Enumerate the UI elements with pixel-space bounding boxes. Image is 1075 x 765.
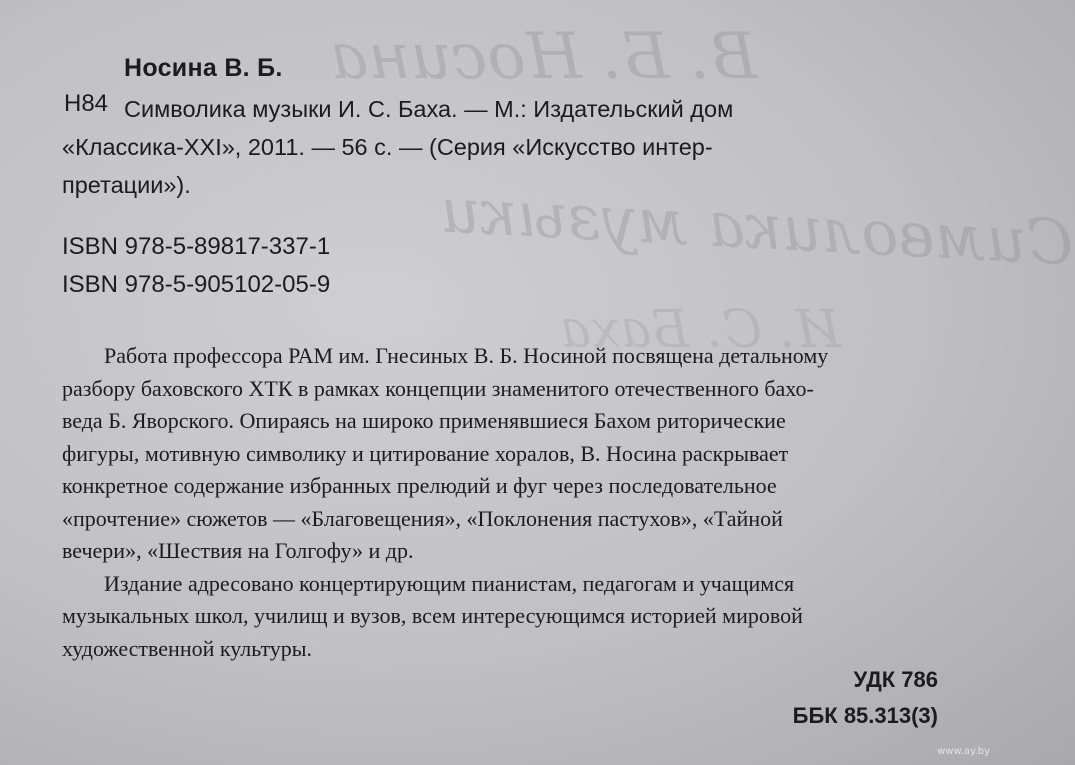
library-code: Н84: [64, 90, 109, 117]
abstract-line: Издание адресовано концертирующим пианистам, педагогам и учащимся: [104, 570, 795, 596]
bleed-through-handwriting: И. С. Баха: [560, 300, 841, 360]
isbn-line: ISBN 978-5-89817-337-1: [62, 233, 331, 260]
abstract-line: фигуры, мотивную символику и цитирование хоралов, В. Носина раскрывает: [62, 440, 789, 466]
classification-codes: [793, 662, 938, 734]
abstract-line: вечери», «Шествия на Голгофу» и др.: [62, 538, 414, 563]
abstract-line: «прочтение» сюжетов — «Благовещения», «Поклонения пастухов», «Тайной: [62, 505, 783, 531]
annotation-text: [62, 340, 962, 665]
bbk-code: ББК 85.313(3): [792, 703, 938, 728]
abstract-line: разбору баховского ХТК в рамках концепции знаменитого отечественного бахо-: [62, 375, 814, 401]
site-watermark: www.ay.by: [937, 746, 990, 757]
biblio-line: Символика музыки И. С. Баха. — М.: Издательский дом: [124, 96, 734, 122]
abstract-line: музыкальных школ, училищ и вузов, всем интересующимся историей мировой: [62, 603, 803, 628]
udk-code: УДК 786: [853, 667, 938, 692]
abstract-line: Работа профессора РАМ им. Гнесиных В. Б. Носиной посвящена детальному: [104, 343, 829, 368]
author-heading: Носина В. Б.: [124, 54, 283, 82]
abstract-line: конкретное содержание избранных прелюдий и фуг через последовательное: [62, 473, 777, 498]
isbn-list: [62, 228, 330, 304]
isbn-line: ISBN 978-5-905102-05-9: [62, 271, 331, 298]
abstract-line: веда Б. Яворского. Опираясь на широко применявшиеся Бахом риторические: [62, 408, 786, 433]
biblio-line: претации»).: [62, 172, 191, 198]
bleed-through-handwriting: В. Б. Носина: [330, 20, 758, 94]
bleed-through-handwriting: Символика музыки: [438, 173, 1075, 280]
biblio-line: «Классика-XXI», 2011. — 56 с. — (Серия «Искусство интер-: [62, 134, 713, 160]
abstract-line: художественной культуры.: [62, 635, 313, 661]
